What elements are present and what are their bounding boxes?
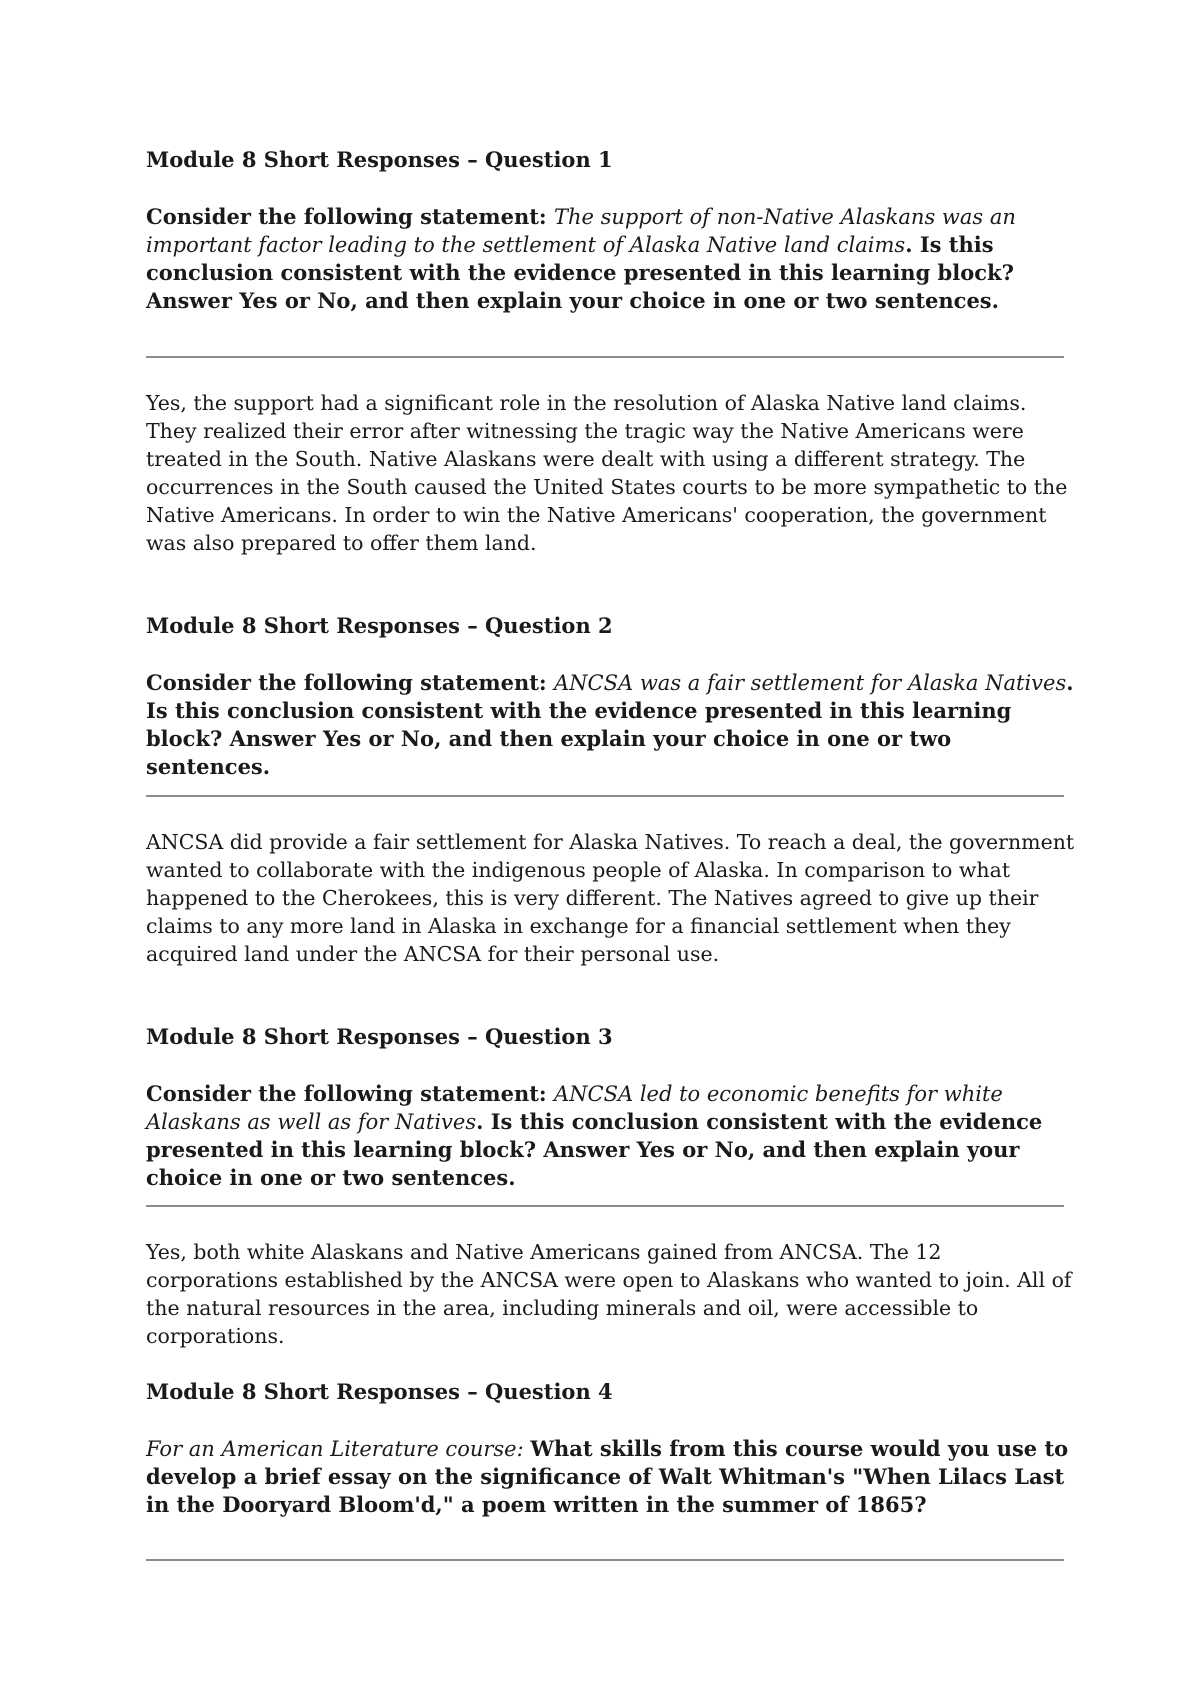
question-3-statement: ANCSA led to economic benefits for white Alaskans as well as for Natives	[146, 1082, 1003, 1134]
question-3-prompt	[146, 1080, 1076, 1192]
question-4-prompt	[146, 1435, 1076, 1519]
question-2-instructions: . Is this conclusion consistent with the evidence presented in this learning block? Answer Yes or No, and then explain your choice in one or two sentences.	[146, 670, 1074, 779]
question-2-prompt	[146, 669, 1076, 781]
question-3-instructions: . Is this conclusion consistent with the evidence presented in this learning block? Answer Yes or No, and then explain your choice in one or two sentences.	[146, 1109, 1043, 1190]
question-4-heading: Module 8 Short Responses – Question 4	[146, 1379, 613, 1404]
question-2-statement: ANCSA was a fair settlement for Alaska Natives	[553, 671, 1067, 695]
question-4-statement: For an American Literature course:	[146, 1437, 531, 1461]
question-2-heading: Module 8 Short Responses – Question 2	[146, 613, 613, 638]
question-1-statement: The support of non-Native Alaskans was an important factor leading to the settlement of Alaska Native land claims	[146, 205, 1016, 257]
question-1-instructions: . Is this conclusion consistent with the evidence presented in this learning block? Answer Yes or No, and then explain your choice in one or two sentences.	[146, 232, 1014, 313]
question-2-answer: ANCSA did provide a fair settlement for Alaska Natives. To reach a deal, the government wanted to collaborate with the indigenous people of Alaska. In comparison to what happened to the Cherokees, this is very different. The Natives agreed to give up their claims to any more land in Alaska in exchange for a financial settlement when they acquired land under the ANCSA for their personal use.	[146, 830, 1075, 966]
question-2-divider	[146, 795, 1064, 797]
question-3-lead: Consider the following statement:	[146, 1081, 554, 1106]
question-4-instructions: What skills from this course would you use to develop a brief essay on the significance of Walt Whitman's "When Lilacs Last in the Dooryard Bloom'd," a poem written in the summer of 1865?	[146, 1436, 1069, 1517]
question-3-heading: Module 8 Short Responses – Question 3	[146, 1024, 613, 1049]
question-2-lead: Consider the following statement:	[146, 670, 554, 695]
question-4-divider	[146, 1559, 1064, 1561]
question-1-prompt	[146, 203, 1076, 315]
question-3-divider	[146, 1205, 1064, 1207]
question-1-lead: Consider the following statement:	[146, 204, 554, 229]
question-1-answer: Yes, the support had a significant role in the resolution of Alaska Native land claims. They realized their error after witnessing the tragic way the Native Americans were treated in the South. Native Alaskans were dealt with using a different strategy. The occurrences in the South caused the United States courts to be more sympathetic to the Native Americans. In order to win the Native Americans' cooperation, the government was also prepared to offer them land.	[146, 391, 1068, 555]
question-1-heading: Module 8 Short Responses – Question 1	[146, 147, 613, 172]
question-3-answer: Yes, both white Alaskans and Native Americans gained from ANCSA. The 12 corporations established by the ANCSA were open to Alaskans who wanted to join. All of the natural resources in the area, including minerals and oil, were accessible to corporations.	[146, 1240, 1072, 1348]
question-1-divider	[146, 356, 1064, 358]
